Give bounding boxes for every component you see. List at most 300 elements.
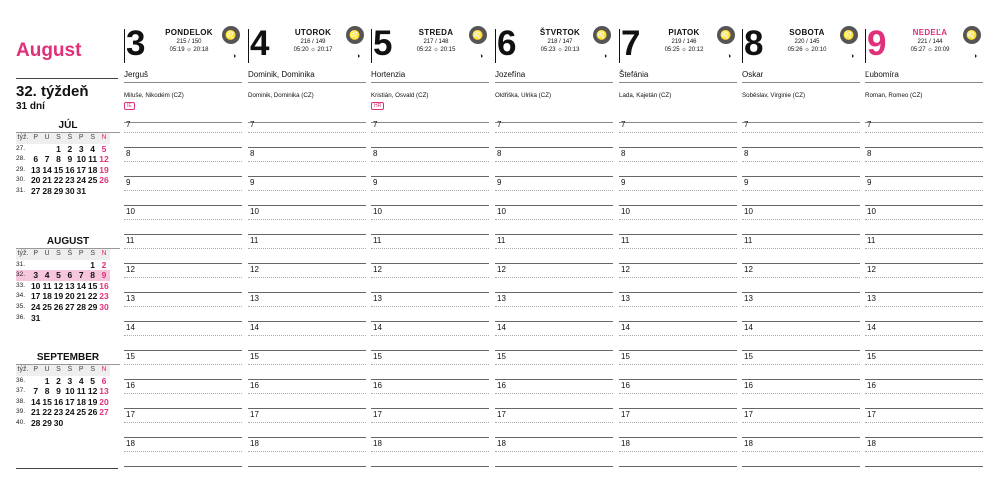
dotted-line (865, 277, 983, 278)
hour-slot[interactable] (248, 263, 366, 293)
hour-label: 8 (497, 149, 502, 158)
hour-slot[interactable] (742, 408, 860, 438)
weekday-header: S (87, 365, 98, 376)
dotted-line (248, 306, 366, 307)
hour-slot[interactable] (124, 437, 242, 467)
sunset-time: 20:18 (193, 47, 209, 53)
dotted-line (742, 451, 860, 452)
hour-slot[interactable] (865, 437, 983, 467)
day-name: PONDELOK (165, 28, 213, 37)
hour-label: 17 (867, 410, 876, 419)
day-header (619, 25, 739, 63)
mini-day: 26 (53, 301, 64, 312)
weekday-header: U (41, 365, 52, 376)
sunrise-time: 05:25 (664, 47, 680, 53)
mini-day: 6 (64, 270, 75, 281)
hour-label: 18 (373, 439, 382, 448)
week-number: 35. (16, 302, 26, 310)
mini-day: 15 (87, 280, 98, 291)
hour-label: 7 (744, 120, 749, 129)
hour-slot[interactable] (619, 263, 737, 293)
hour-slot[interactable] (619, 292, 737, 322)
dotted-line (742, 248, 860, 249)
hour-slot[interactable] (371, 321, 489, 351)
mini-day: 9 (56, 386, 61, 397)
hour-label: 10 (497, 207, 506, 216)
week-number: 33. (16, 281, 26, 289)
mini-day: 20 (65, 291, 75, 302)
mini-calendar-august (16, 236, 120, 323)
hour-slot[interactable] (124, 147, 242, 177)
dotted-line (865, 335, 983, 336)
hour-slot[interactable] (124, 292, 242, 322)
hour-slot[interactable] (865, 118, 983, 148)
mini-day: 22 (87, 291, 98, 302)
sun-icon: ☼ (802, 47, 812, 53)
sun-icon: ☼ (679, 47, 689, 53)
dotted-line (124, 277, 242, 278)
dotted-line (248, 190, 366, 191)
week-number: 31. (16, 186, 26, 194)
nameday: Hortenzia (371, 70, 489, 83)
mini-day: 19 (87, 396, 98, 407)
dotted-line (619, 393, 737, 394)
day-column (495, 25, 615, 469)
hour-slot[interactable] (865, 379, 983, 409)
hour-slot[interactable] (865, 292, 983, 322)
hour-slot[interactable] (495, 205, 613, 235)
dotted-line (495, 277, 613, 278)
hour-slot[interactable] (742, 234, 860, 264)
dotted-line (495, 248, 613, 249)
hour-slot[interactable] (742, 379, 860, 409)
weekday-header: P (76, 249, 87, 260)
hour-slot[interactable] (248, 437, 366, 467)
hour-label: 11 (497, 236, 506, 245)
day-name: ŠTVRTOK (539, 28, 581, 37)
mini-day: 11 (42, 280, 52, 291)
holiday-text: Dominik, Dominika (CZ) (248, 92, 314, 99)
mini-day: 19 (53, 291, 64, 302)
mini-calendar-grid (16, 249, 120, 323)
hour-label: 18 (126, 439, 135, 448)
week-number: 37. (16, 387, 26, 395)
day-name: SOBOTA (789, 28, 825, 37)
nameday: Dominik, Dominika (248, 70, 366, 83)
hour-slot[interactable] (248, 292, 366, 322)
day-number: 9 (867, 24, 887, 63)
hour-label: 8 (250, 149, 255, 158)
hour-slot[interactable] (248, 408, 366, 438)
hour-label: 10 (867, 207, 876, 216)
hour-slot[interactable] (124, 205, 242, 235)
dotted-line (865, 190, 983, 191)
dotted-line (495, 190, 613, 191)
week-number: 40. (16, 418, 26, 426)
hour-slot[interactable] (124, 263, 242, 293)
mini-day: 16 (99, 280, 109, 291)
mini-day: 6 (101, 375, 107, 386)
lion-emblem-icon: ♌ (346, 26, 364, 44)
mini-day: 2 (67, 143, 73, 154)
dotted-line (619, 277, 737, 278)
mini-day: 23 (65, 175, 75, 186)
hour-label: 13 (373, 294, 382, 303)
mini-day (76, 418, 87, 429)
days-count: 31 dní (16, 101, 45, 112)
divider (619, 29, 620, 63)
hour-slot[interactable] (619, 437, 737, 467)
hour-label: 17 (373, 410, 382, 419)
mini-day: 10 (30, 280, 41, 291)
day-of-year-count: 217 / 148 (423, 39, 449, 45)
hour-slot[interactable] (619, 379, 737, 409)
hour-label: 12 (867, 265, 876, 274)
weekday-header: U (41, 249, 52, 260)
hour-slot[interactable] (248, 205, 366, 235)
day-of-year-count: 215 / 150 (176, 39, 202, 45)
hour-slot[interactable] (865, 321, 983, 351)
sunrise-time: 05:19 (169, 47, 185, 53)
hour-slot[interactable] (248, 234, 366, 264)
hour-slot[interactable] (371, 205, 489, 235)
day-number: 5 (373, 24, 393, 63)
hour-slot[interactable] (248, 118, 366, 148)
hour-slot[interactable] (124, 118, 242, 148)
hour-slot[interactable] (619, 408, 737, 438)
hour-slot[interactable] (865, 205, 983, 235)
sunrise-time: 05:27 (910, 47, 926, 53)
day-name: NEDEĽA (912, 28, 948, 37)
dotted-line (495, 132, 613, 133)
hour-label: 15 (126, 352, 135, 361)
mini-day: 25 (42, 301, 52, 312)
dotted-line (619, 306, 737, 307)
mini-day: 22 (42, 407, 52, 418)
dotted-line (248, 248, 366, 249)
divider (124, 29, 125, 63)
dotted-line (248, 364, 366, 365)
day-header (124, 25, 244, 63)
dotted-line (124, 190, 242, 191)
day-column (742, 25, 862, 469)
dotted-line (742, 335, 860, 336)
hour-slot[interactable] (619, 176, 737, 206)
hour-slot[interactable] (742, 147, 860, 177)
week-number: 39. (16, 408, 26, 416)
dotted-line (619, 161, 737, 162)
mini-day: 20 (99, 396, 109, 407)
week-title: 32. týždeň (16, 83, 89, 100)
hour-slot[interactable] (619, 118, 737, 148)
sunrise-time: 05:26 (787, 47, 803, 53)
nameday: Jozefína (495, 70, 613, 83)
dotted-line (619, 451, 737, 452)
hour-slot[interactable] (865, 263, 983, 293)
day-number: 7 (621, 24, 641, 63)
dotted-line (248, 277, 366, 278)
dotted-line (124, 393, 242, 394)
hour-label: 9 (250, 178, 255, 187)
hour-slot[interactable] (742, 263, 860, 293)
weekday-header: S (87, 133, 98, 144)
hour-slot[interactable] (124, 176, 242, 206)
hour-label: 10 (744, 207, 753, 216)
mini-day: 18 (76, 396, 86, 407)
mini-day: 30 (53, 417, 64, 428)
hour-slot[interactable] (371, 147, 489, 177)
hour-label: 13 (250, 294, 259, 303)
weekday-header: U (41, 133, 52, 144)
mini-day (98, 186, 109, 197)
holiday-text: Miluše, Nikodém (CZ) (124, 92, 184, 99)
mini-calendar-jul (16, 120, 120, 197)
mini-day: 5 (101, 143, 107, 154)
hour-slot[interactable] (371, 408, 489, 438)
mini-day: 17 (65, 396, 75, 407)
moon-phase-icon: ◑ (479, 53, 484, 60)
weekday-header: P (76, 365, 87, 376)
dotted-line (865, 422, 983, 423)
hour-slot[interactable] (124, 350, 242, 380)
mini-day (87, 313, 98, 324)
hour-slot[interactable] (865, 408, 983, 438)
hour-slot[interactable] (371, 350, 489, 380)
dotted-line (371, 306, 489, 307)
hour-slot[interactable] (371, 176, 489, 206)
mini-day: 25 (76, 407, 86, 418)
hour-slot[interactable] (495, 147, 613, 177)
mini-day: 7 (76, 270, 87, 281)
lion-emblem-icon: ♌ (840, 26, 858, 44)
day-column (371, 25, 491, 469)
hour-label: 15 (250, 352, 259, 361)
hour-slot[interactable] (495, 292, 613, 322)
hour-slot[interactable] (124, 321, 242, 351)
hour-slot[interactable] (619, 205, 737, 235)
dotted-line (371, 393, 489, 394)
divider (865, 29, 866, 63)
hour-slot[interactable] (742, 321, 860, 351)
dotted-line (495, 422, 613, 423)
dotted-line (865, 248, 983, 249)
hour-label: 15 (744, 352, 753, 361)
holiday-text: Kristián, Osvald (CZ) (371, 92, 429, 99)
day-of-year-count: 219 / 146 (671, 39, 697, 45)
weekday-header: S (53, 249, 64, 260)
holiday-text: Soběslav, Virginie (CZ) (742, 92, 806, 99)
dotted-line (124, 422, 242, 423)
sun-times (525, 47, 595, 53)
hour-slot[interactable] (619, 234, 737, 264)
week-number: 29. (16, 165, 26, 173)
mini-day (98, 313, 109, 324)
hour-label: 11 (744, 236, 753, 245)
hour-slot[interactable] (248, 321, 366, 351)
mini-day: 3 (67, 375, 73, 386)
mini-day: 3 (30, 270, 41, 281)
dotted-line (742, 161, 860, 162)
divider (248, 29, 249, 63)
day-of-year-count: 220 / 145 (794, 39, 820, 45)
day-header (742, 25, 862, 63)
week-number: 28. (16, 155, 26, 163)
day-of-year-count: 221 / 144 (917, 39, 943, 45)
mini-day: 21 (42, 175, 52, 186)
day-of-year-count: 218 / 147 (547, 39, 573, 45)
week-number: 31. (16, 260, 26, 268)
hour-label: 15 (621, 352, 630, 361)
hour-label: 9 (126, 178, 131, 187)
mini-day: 22 (53, 175, 64, 186)
hour-label: 10 (126, 207, 135, 216)
hour-slot[interactable] (371, 292, 489, 322)
day-name: PIATOK (668, 28, 700, 37)
hour-slot[interactable] (495, 437, 613, 467)
mini-day: 14 (42, 164, 52, 175)
day-number: 6 (497, 24, 517, 63)
hour-slot[interactable] (742, 205, 860, 235)
hour-slot[interactable] (865, 147, 983, 177)
hour-label: 16 (126, 381, 135, 390)
mini-day: 14 (76, 280, 86, 291)
dotted-line (248, 393, 366, 394)
mini-calendar-grid (16, 365, 120, 429)
hour-label: 12 (373, 265, 382, 274)
hour-slot[interactable] (865, 176, 983, 206)
hour-slot[interactable] (371, 379, 489, 409)
mini-day: 12 (87, 386, 98, 397)
mini-day: 18 (42, 291, 52, 302)
hour-label: 9 (621, 178, 626, 187)
mini-day (30, 144, 41, 155)
dotted-line (619, 364, 737, 365)
week-number: 27. (16, 144, 26, 152)
nameday: Jerguš (124, 70, 242, 83)
day-header (495, 25, 615, 63)
hour-label: 9 (744, 178, 749, 187)
hour-slot[interactable] (495, 234, 613, 264)
mini-day (98, 418, 109, 429)
mini-day: 19 (99, 164, 109, 175)
mini-day: 28 (42, 185, 52, 196)
hour-label: 7 (497, 120, 502, 129)
hour-label: 13 (126, 294, 135, 303)
hour-label: 16 (250, 381, 259, 390)
mini-day: 23 (53, 407, 64, 418)
hour-slot[interactable] (124, 234, 242, 264)
hour-slot[interactable] (124, 408, 242, 438)
hour-slot[interactable] (742, 350, 860, 380)
holiday-text: Lada, Kajetán (CZ) (619, 92, 672, 99)
hour-slot[interactable] (495, 176, 613, 206)
dotted-line (495, 364, 613, 365)
day-header (248, 25, 368, 63)
hour-slot[interactable] (495, 350, 613, 380)
hour-slot[interactable] (619, 350, 737, 380)
mini-day: 9 (67, 154, 73, 165)
dotted-line (742, 132, 860, 133)
hour-slot[interactable] (371, 263, 489, 293)
weekday-header: P (30, 249, 41, 260)
mini-day: 8 (44, 386, 50, 397)
hour-slot[interactable] (619, 321, 737, 351)
dotted-line (865, 364, 983, 365)
divider (16, 468, 118, 469)
mini-calendar-september (16, 352, 120, 429)
dotted-line (865, 306, 983, 307)
mini-day: 27 (30, 185, 41, 196)
month-title: August (16, 40, 82, 61)
hour-slot[interactable] (495, 379, 613, 409)
hour-slot[interactable] (248, 379, 366, 409)
hour-slot[interactable] (248, 147, 366, 177)
hour-slot[interactable] (742, 118, 860, 148)
weekday-header: S (87, 249, 98, 260)
weekday-header: N (98, 249, 109, 260)
mini-day (53, 260, 64, 271)
hour-label: 16 (621, 381, 630, 390)
dotted-line (495, 393, 613, 394)
day-header (865, 25, 985, 63)
hour-label: 7 (373, 120, 378, 129)
sunset-time: 20:15 (440, 47, 456, 53)
dotted-line (371, 451, 489, 452)
mini-day (76, 260, 87, 271)
mini-day: 12 (99, 154, 109, 165)
hour-label: 17 (126, 410, 135, 419)
hour-slot[interactable] (865, 350, 983, 380)
mini-calendar-name: JÚL (16, 120, 120, 133)
hour-slot[interactable] (248, 350, 366, 380)
mini-day: 4 (78, 375, 84, 386)
week-number: 36. (16, 376, 26, 384)
holiday-text: Oldřiška, Ulrika (CZ) (495, 92, 552, 99)
week-number: 30. (16, 176, 26, 184)
mini-day (64, 418, 75, 429)
hour-slot[interactable] (865, 234, 983, 264)
hour-label: 8 (126, 149, 131, 158)
mini-day: 17 (76, 164, 86, 175)
sunset-time: 20:12 (688, 47, 704, 53)
hour-slot[interactable] (371, 234, 489, 264)
hour-slot[interactable] (742, 437, 860, 467)
hour-slot[interactable] (371, 437, 489, 467)
mini-day: 1 (56, 143, 61, 154)
sunset-time: 20:13 (564, 47, 580, 53)
weekday-header: týž. (16, 249, 30, 260)
hour-slot[interactable] (495, 408, 613, 438)
hour-slot[interactable] (248, 176, 366, 206)
mini-day: 9 (98, 270, 109, 281)
mini-day: 29 (87, 301, 98, 312)
mini-day: 6 (33, 154, 39, 165)
hour-slot[interactable] (619, 147, 737, 177)
hour-slot[interactable] (495, 118, 613, 148)
hour-label: 11 (867, 236, 876, 245)
hour-slot[interactable] (495, 321, 613, 351)
mini-day: 29 (53, 185, 64, 196)
hour-slot[interactable] (742, 292, 860, 322)
dotted-line (495, 451, 613, 452)
hour-label: 15 (867, 352, 876, 361)
day-name: UTOROK (294, 28, 332, 37)
hour-slot[interactable] (495, 263, 613, 293)
hour-slot[interactable] (371, 118, 489, 148)
mini-day: 11 (76, 386, 86, 397)
hour-slot[interactable] (124, 379, 242, 409)
hour-slot[interactable] (742, 176, 860, 206)
